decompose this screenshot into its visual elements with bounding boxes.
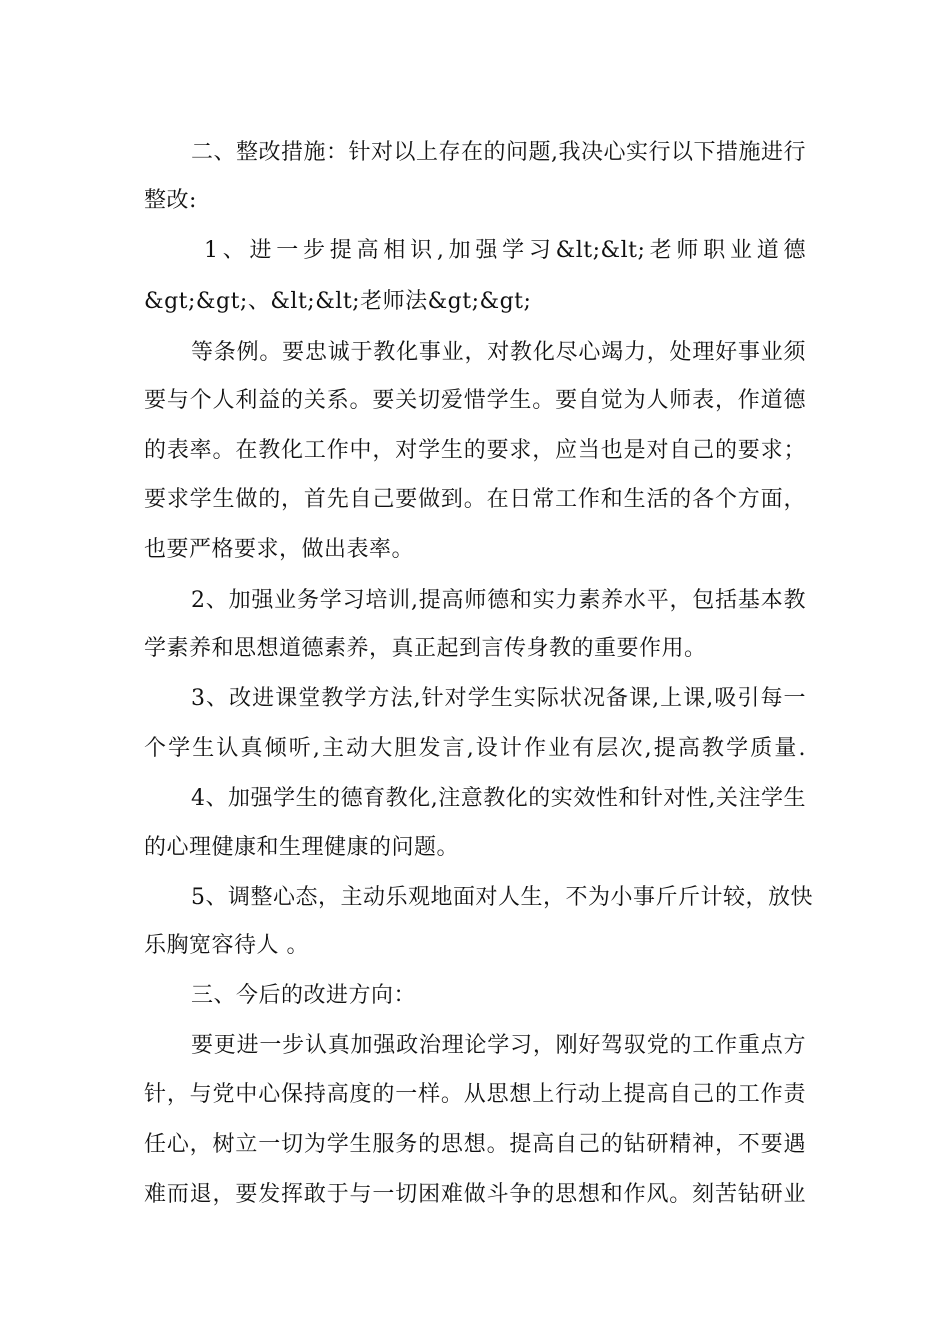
text-line: 的心理健康和生理健康的问题。 — [144, 835, 460, 860]
text-line: 的表率。在教化工作中，对学生的要求，应当也是对自己的要求； — [144, 438, 806, 463]
text-line: 等条例。要忠诚于教化事业，对教化尽心竭力，处理好事业须 — [191, 340, 806, 365]
text-line: 个学生认真倾听,主动大胆发言,设计作业有层次,提高教学质量. — [144, 736, 806, 761]
text-line: 5、调整心态，主动乐观地面对人生，不为小事斤斤计较，放快 — [191, 885, 813, 910]
text-line: 要更进一步认真加强政治理论学习，刚好驾驭党的工作重点方 — [191, 1033, 806, 1058]
text-line: 要与个人利益的关系。要关切爱惜学生。要自觉为人师表，作道德 — [144, 388, 806, 413]
text-line: 针，与党中心保持高度的一样。从思想上行动上提高自己的工作责 — [144, 1082, 806, 1107]
text-line: 整改: — [144, 188, 197, 213]
text-line: &gt;&gt;、&lt;&lt;老师法&gt;&gt; — [144, 289, 532, 314]
text-line: 4、加强学生的德育教化,注意教化的实效性和针对性,关注学生 — [191, 786, 806, 811]
text-line: 也要严格要求，做出表率。 — [144, 537, 415, 562]
text-line: 任心，树立一切为学生服务的思想。提高自己的钻研精神，不要遇 — [144, 1132, 806, 1157]
text-line: 1、进一步提高相识,加强学习&lt;&lt;老师职业道德 — [204, 238, 806, 263]
text-line: 难而退，要发挥敢于与一切困难做斗争的思想和作风。刻苦钻研业 — [144, 1182, 806, 1207]
text-line: 学素养和思想道德素养，真正起到言传身教的重要作用。 — [144, 636, 707, 661]
text-line: 要求学生做的，首先自己要做到。在日常工作和生活的各个方面， — [144, 487, 806, 512]
text-line: 三、今后的改进方向： — [191, 983, 417, 1008]
text-line: 二、整改措施：针对以上存在的问题,我决心实行以下措施进行 — [191, 140, 806, 165]
text-line: 3、改进课堂教学方法,针对学生实际状况备课,上课,吸引每一 — [191, 686, 806, 711]
text-line: 2、加强业务学习培训,提高师德和实力素养水平，包括基本教 — [191, 588, 806, 613]
text-line: 乐胸宽容待人 。 — [144, 933, 309, 958]
